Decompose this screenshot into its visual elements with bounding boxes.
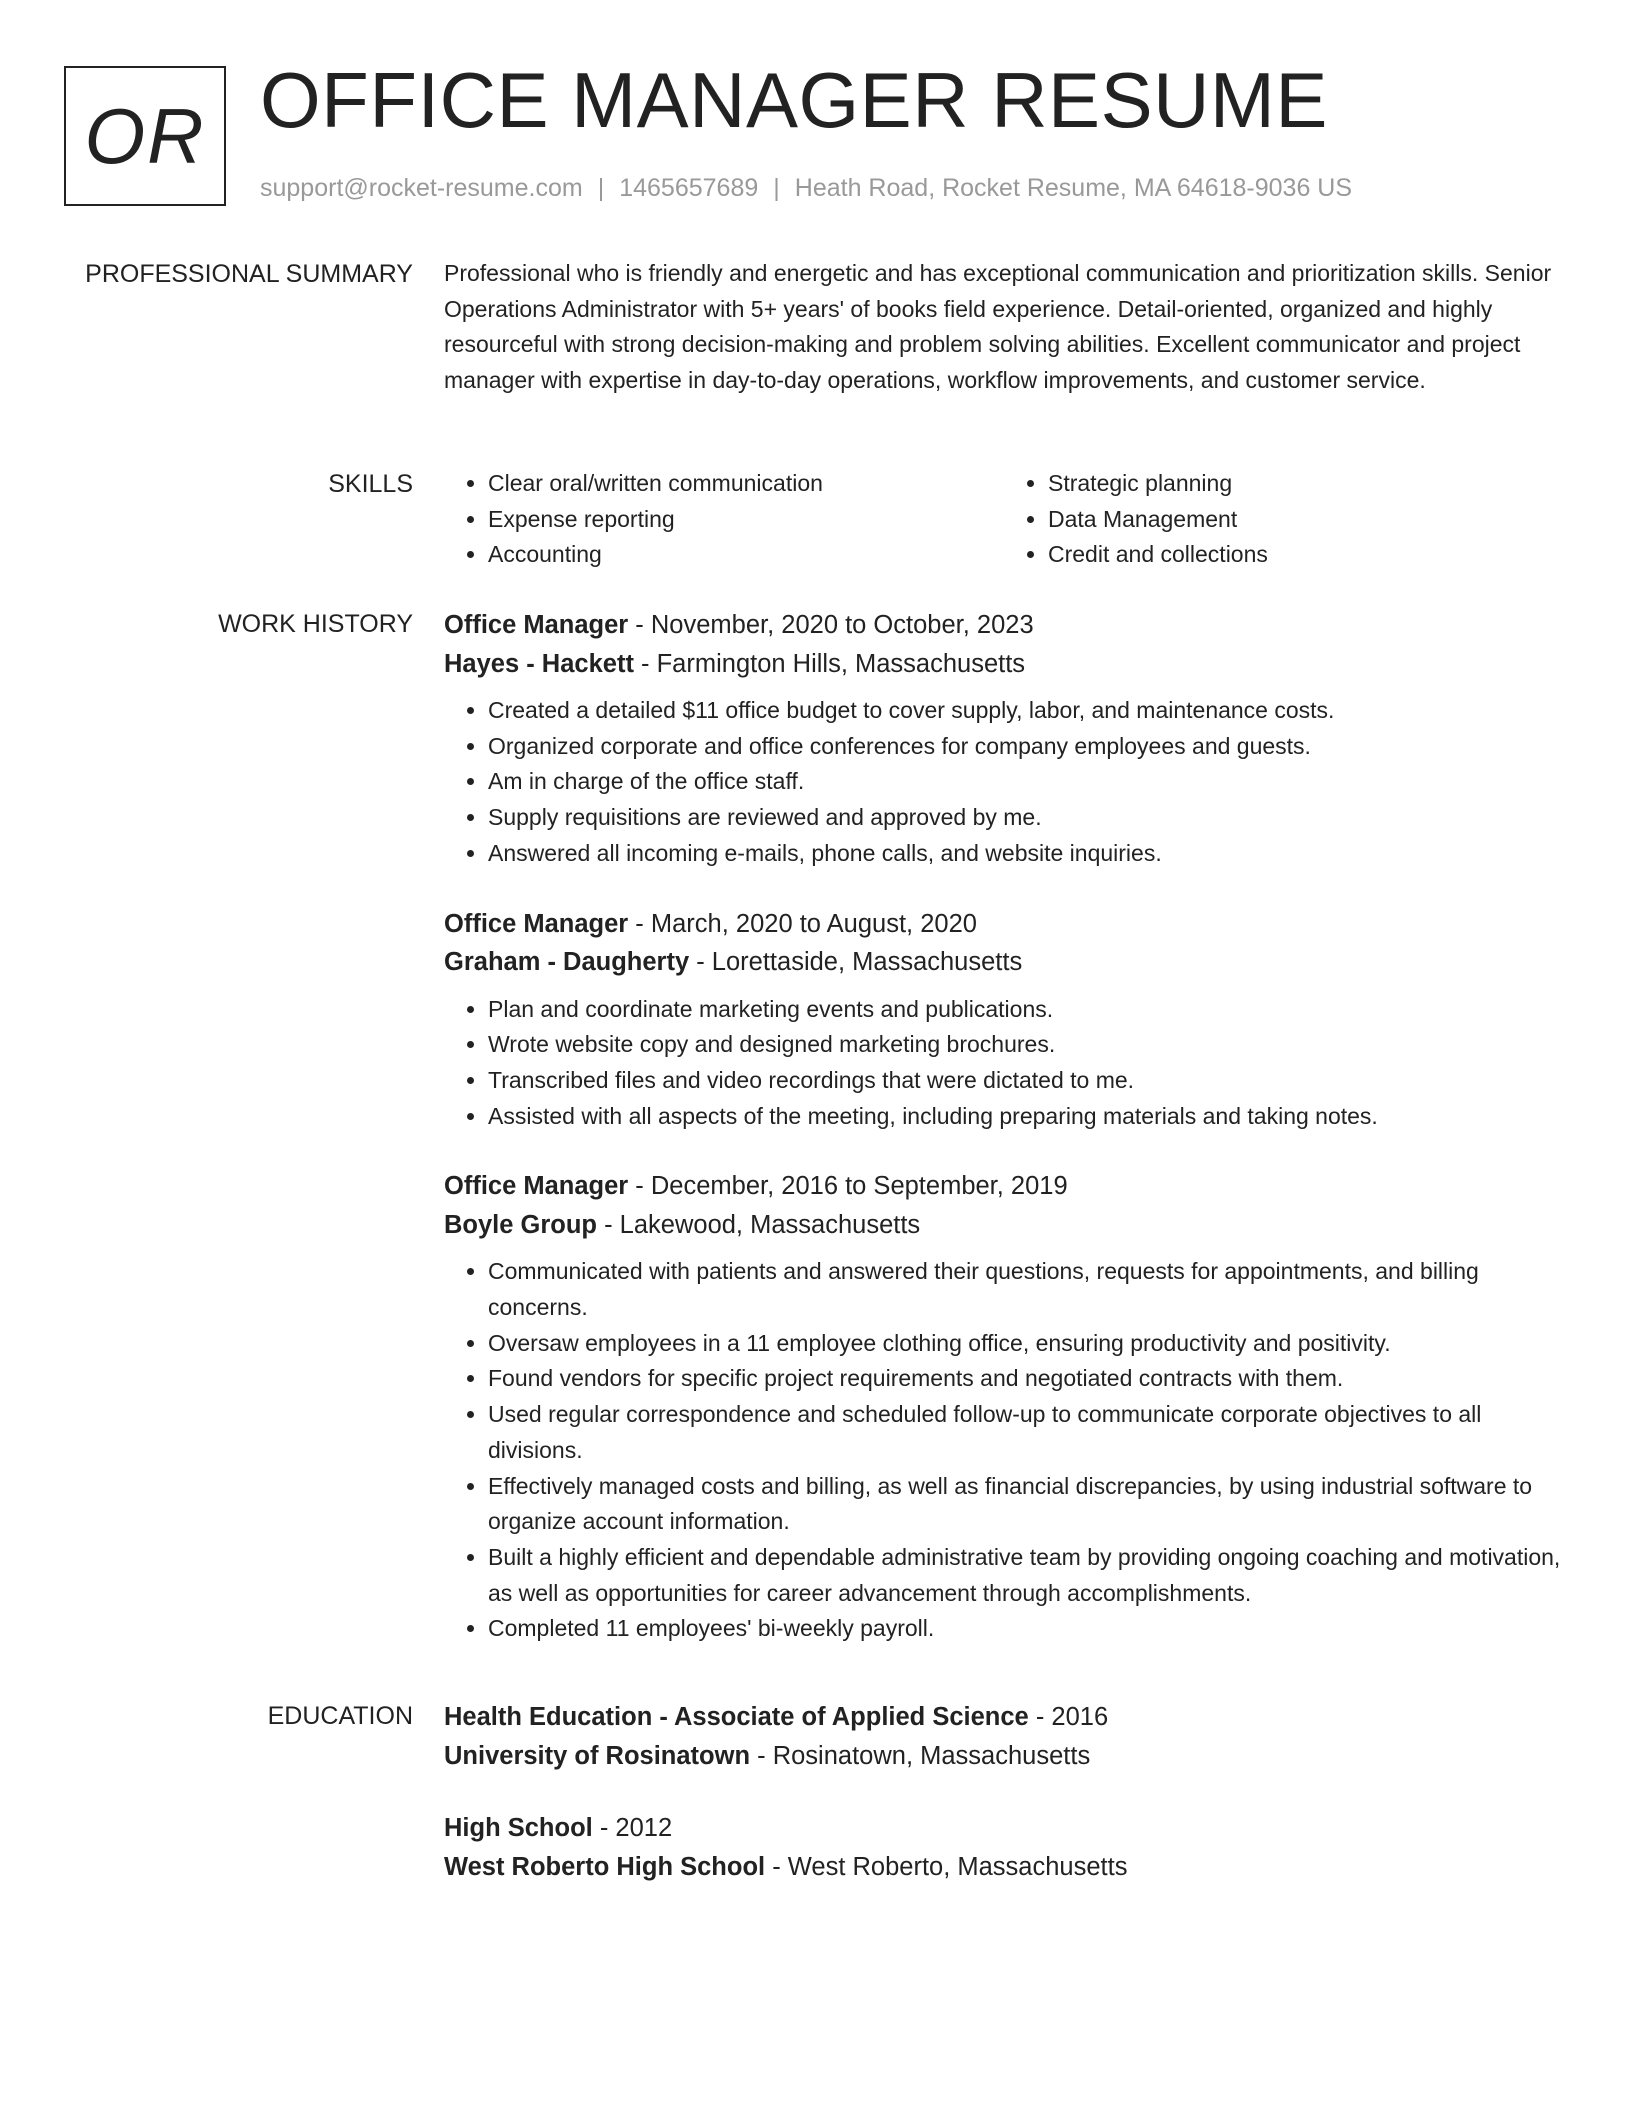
job-company: Graham - Daugherty xyxy=(444,948,690,977)
job-bullet: • Assisted with all aspects of the meeting, including preparing materials and taking notes. xyxy=(488,1099,1564,1135)
skill-item: • Strategic planning xyxy=(1048,466,1564,502)
job-bullet: • Plan and coordinate marketing events and publications. xyxy=(488,992,1564,1028)
page-title: OFFICE MANAGER RESUME xyxy=(260,56,1328,144)
job-bullet: • Built a highly efficient and dependable administrative team by providing ongoing coaching and motivation, as well as opportunities for career advancement through accomplishments. xyxy=(488,1540,1564,1611)
job-bullet: • Used regular correspondence and scheduled follow-up to communicate corporate objectives to all divisions. xyxy=(488,1397,1564,1468)
education-year: - 2012 xyxy=(592,1814,673,1842)
contact-separator: | xyxy=(773,174,780,202)
job-bullet: • Supply requisitions are reviewed and approved by me. xyxy=(488,800,1564,836)
section-label-work: WORK HISTORY xyxy=(218,610,413,638)
skills-grid xyxy=(444,466,1564,573)
section-label-skills: SKILLS xyxy=(328,470,413,498)
skill-item: • Accounting xyxy=(488,537,1004,573)
job-entry xyxy=(444,905,1564,1135)
job-entry xyxy=(444,1167,1564,1647)
education-year: - 2016 xyxy=(1028,1703,1109,1731)
job-bullet: • Wrote website copy and designed marketing brochures. xyxy=(488,1027,1564,1063)
job-title-line xyxy=(444,905,1564,944)
job-bullets xyxy=(444,1254,1564,1647)
education-body xyxy=(444,1698,1564,1920)
skill-item: • Data Management xyxy=(1048,502,1564,538)
job-bullet: • Completed 11 employees' bi-weekly payroll. xyxy=(488,1611,1564,1647)
job-title: Office Manager xyxy=(444,909,629,938)
job-company: Hayes - Hackett xyxy=(444,649,634,678)
job-company-line xyxy=(444,943,1564,982)
summary-text: Professional who is friendly and energetic and has exceptional communication and prioritization skills. Senior Operations Administrator with 5+ years' of books field experience. Detail-oriented, organized and highly resourceful with strong decision-making and problem solving abilities. Excellent communicator and project manager with expertise in day-to-day operations, workflow improvements, and customer service. xyxy=(444,260,1552,394)
job-location: - Lakewood, Massachusetts xyxy=(597,1210,921,1239)
job-bullet: • Organized corporate and office conferences for company employees and guests. xyxy=(488,729,1564,765)
job-bullets xyxy=(444,693,1564,872)
summary-body xyxy=(444,256,1564,399)
education-school: University of Rosinatown xyxy=(444,1741,751,1770)
education-location: - Rosinatown, Massachusetts xyxy=(750,1741,1091,1770)
education-school-line xyxy=(444,1848,1564,1887)
job-location: - Lorettaside, Massachusetts xyxy=(689,948,1023,977)
job-dates: - March, 2020 to August, 2020 xyxy=(628,909,977,938)
job-company-line xyxy=(444,645,1564,684)
education-school: West Roberto High School xyxy=(444,1852,766,1881)
work-history-body xyxy=(444,606,1564,1680)
skill-item: • Expense reporting xyxy=(488,502,1004,538)
education-degree: High School xyxy=(444,1814,593,1842)
job-dates: - November, 2020 to October, 2023 xyxy=(628,611,1034,639)
job-entry xyxy=(444,606,1564,872)
job-bullet: • Answered all incoming e-mails, phone calls, and website inquiries. xyxy=(488,836,1564,872)
job-bullet: • Transcribed files and video recordings that were dictated to me. xyxy=(488,1063,1564,1099)
skills-list-left xyxy=(444,466,1004,573)
contact-phone[interactable]: 1465657689 xyxy=(619,174,759,202)
skills-body xyxy=(444,466,1564,573)
education-degree-line xyxy=(444,1698,1564,1737)
skill-item: • Credit and collections xyxy=(1048,537,1564,573)
job-title-line xyxy=(444,1167,1564,1206)
job-company: Boyle Group xyxy=(444,1210,598,1239)
job-bullet: • Effectively managed costs and billing, as well as financial discrepancies, by using industrial software to organize account information. xyxy=(488,1469,1564,1540)
job-bullet: • Created a detailed $11 office budget to cover supply, labor, and maintenance costs. xyxy=(488,693,1564,729)
job-company-line xyxy=(444,1206,1564,1245)
section-label-summary: PROFESSIONAL SUMMARY xyxy=(85,260,413,288)
job-location: - Farmington Hills, Massachusetts xyxy=(633,649,1026,678)
education-location: - West Roberto, Massachusetts xyxy=(765,1852,1128,1881)
education-degree: Health Education - Associate of Applied Science xyxy=(444,1703,1029,1731)
contact-email[interactable]: support@rocket-resume.com xyxy=(260,174,583,202)
job-bullet: • Communicated with patients and answered their questions, requests for appointments, and billing concerns. xyxy=(488,1254,1564,1325)
job-title-line xyxy=(444,606,1564,645)
contact-separator: | xyxy=(597,174,605,202)
monogram-logo: OR xyxy=(64,66,226,206)
education-entry xyxy=(444,1698,1564,1775)
job-dates: - December, 2016 to September, 2019 xyxy=(628,1172,1068,1201)
section-label-education: EDUCATION xyxy=(267,1702,413,1730)
job-title: Office Manager xyxy=(444,611,629,639)
job-bullet: • Found vendors for specific project requirements and negotiated contracts with them. xyxy=(488,1361,1564,1397)
skill-item: • Clear oral/written communication xyxy=(488,466,1004,502)
education-degree-line xyxy=(444,1809,1564,1848)
job-bullets xyxy=(444,992,1564,1135)
skills-list-right xyxy=(1004,466,1564,573)
job-bullet: • Oversaw employees in a 11 employee clothing office, ensuring productivity and positivity. xyxy=(488,1326,1564,1362)
education-entry xyxy=(444,1809,1564,1886)
education-school-line xyxy=(444,1737,1564,1776)
contact-address: Heath Road, Rocket Resume, MA 64618-9036 US xyxy=(794,174,1353,202)
contact-line xyxy=(260,174,1352,203)
job-bullet: • Am in charge of the office staff. xyxy=(488,764,1564,800)
job-title: Office Manager xyxy=(444,1172,629,1201)
